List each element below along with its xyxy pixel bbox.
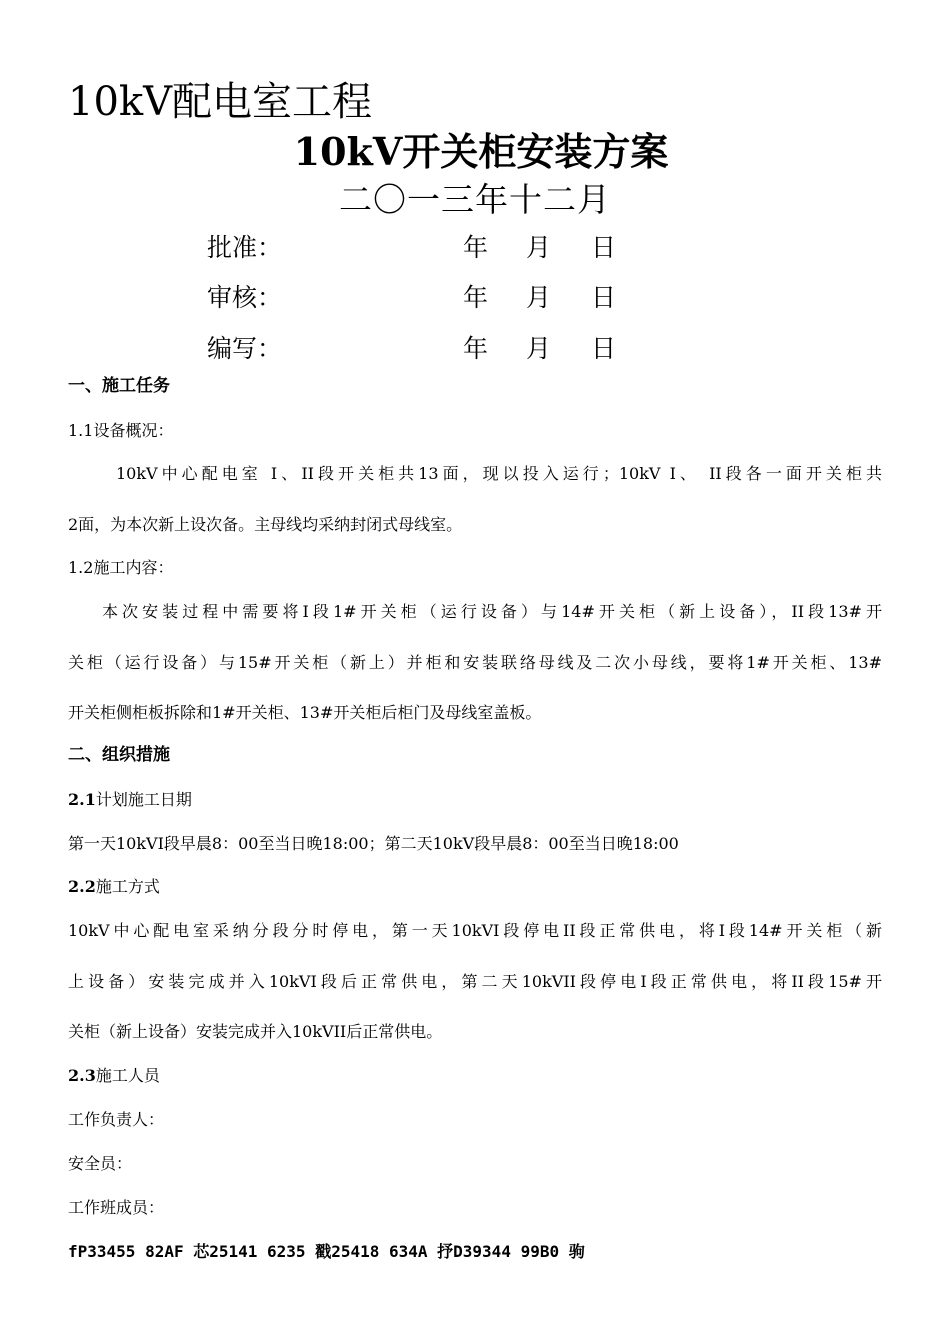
section-2-2-number: 2.2 bbox=[68, 877, 96, 896]
write-year: 年 bbox=[463, 334, 489, 363]
section-2-1-number: 2.1 bbox=[68, 790, 96, 809]
section-2-2-line-2: 上设备）安装完成并入10kVI段后正常供电，第二天10kVII段停电I段正常供电，将II段15#开 bbox=[68, 972, 882, 991]
section-1-2-line-3: 开关柜侧柜板拆除和1#开关柜、13#开关柜后柜门及母线室盖板。 bbox=[68, 703, 542, 722]
section-2-1-title bbox=[68, 788, 192, 812]
review-label: 审核： bbox=[207, 283, 283, 312]
section-1-1-line-1: 10kV中心配电室 I、II段开关柜共13面，现以投入运行；10kV I、 II段各一面开关柜共 bbox=[116, 464, 882, 483]
section-2-3-text: 施工人员 bbox=[95, 1066, 160, 1085]
section-1-heading: 一、施工任务 bbox=[68, 376, 170, 396]
footer-code: fP33455 82AF 芯25141 6235 戳25418 634A 抒D39344 99B0 驹 bbox=[68, 1242, 585, 1261]
document-title: 10kV开关柜安装方案 bbox=[293, 129, 669, 174]
section-2-2-line-3: 关柜（新上设备）安装完成并入10kVII后正常供电。 bbox=[68, 1022, 443, 1041]
approve-day: 日 bbox=[591, 233, 617, 262]
section-1-2-line-1: 本次安装过程中需要将I段1#开关柜（运行设备）与14#开关柜（新上设备），II段13#开 bbox=[102, 602, 882, 621]
work-lead-label: 工作负责人： bbox=[68, 1110, 165, 1129]
section-2-heading: 二、组织措施 bbox=[68, 745, 170, 765]
approve-month: 月 bbox=[526, 233, 552, 262]
section-2-1-text: 计划施工日期 bbox=[95, 790, 192, 809]
approve-year: 年 bbox=[463, 233, 489, 262]
review-day: 日 bbox=[591, 283, 617, 312]
section-1-1-title: 1.1设备概况： bbox=[68, 421, 174, 440]
review-month: 月 bbox=[526, 283, 552, 312]
section-2-3-number: 2.3 bbox=[68, 1066, 96, 1085]
document-date: 二〇一三年十二月 bbox=[339, 180, 611, 219]
section-2-2-line-1: 10kV中心配电室采纳分段分时停电，第一天10kVI段停电II段正常供电，将I段14#开关柜（新 bbox=[68, 921, 882, 940]
project-title: 10kV配电室工程 bbox=[68, 79, 373, 125]
section-1-2-title: 1.2施工内容： bbox=[68, 558, 174, 577]
review-year: 年 bbox=[463, 283, 489, 312]
write-label: 编写： bbox=[207, 334, 283, 363]
section-2-3-title bbox=[68, 1064, 160, 1088]
section-1-1-line-2: 2面，为本次新上设次备。主母线均采纳封闭式母线室。 bbox=[68, 515, 463, 534]
safety-officer-label: 安全员： bbox=[68, 1154, 133, 1173]
section-2-1-line-1: 第一天10kVI段早晨8：00至当日晚18:00；第二天10kV段早晨8：00至当日晚18:00 bbox=[68, 834, 679, 853]
write-day: 日 bbox=[591, 334, 617, 363]
write-month: 月 bbox=[526, 334, 552, 363]
section-2-2-text: 施工方式 bbox=[95, 877, 160, 896]
team-members-label: 工作班成员： bbox=[68, 1198, 165, 1217]
section-1-2-line-2: 关柜（运行设备）与15#开关柜（新上）并柜和安装联络母线及二次小母线，要将1#开关柜、13# bbox=[68, 653, 882, 672]
approve-label: 批准： bbox=[207, 233, 283, 262]
section-2-2-title bbox=[68, 875, 160, 899]
